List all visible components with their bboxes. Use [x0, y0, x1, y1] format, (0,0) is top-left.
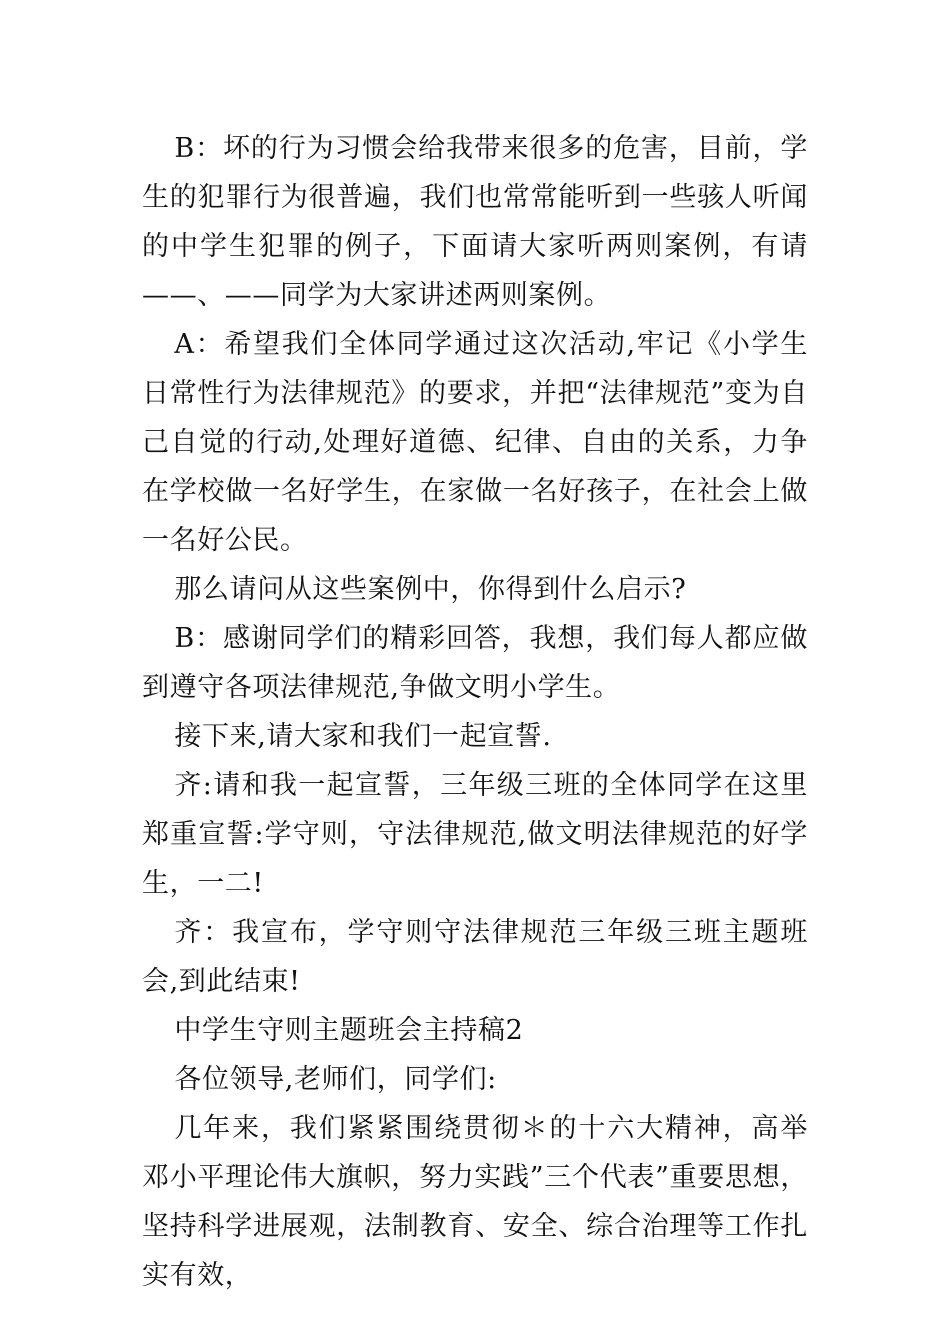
paragraph-5: 接下来,请大家和我们一起宣誓.: [174, 721, 552, 752]
paragraph-7: 齐：我宣布，学守则守法律规范三年级三班主题班会,到此结束!: [142, 917, 808, 997]
salutation: 各位领导,老师们，同学们:: [174, 1064, 497, 1095]
document-body: [142, 124, 808, 1300]
paragraph-3: 那么请问从这些案例中，你得到什么启示?: [174, 574, 687, 605]
paragraph-4: B：感谢同学们的精彩回答，我想，我们每人都应做到遵守各项法律规范,争做文明小学生。: [142, 623, 808, 703]
paragraph-1: B：坏的行为习惯会给我带来很多的危害，目前，学生的犯罪行为很普遍，我们也常常能听到一些骇人听闻的中学生犯罪的例子，下面请大家听两则案例，有请——、——同学为大家讲述两则案例。: [142, 133, 808, 311]
paragraph-2: A：希望我们全体同学通过这次活动,牢记《小学生日常性行为法律规范》的要求，并把“法律规范”变为自己自觉的行动,处理好道德、纪律、自由的关系，力争在学校做一名好学生，在家做一名好孩子，在社会上做一名好公民。: [142, 329, 808, 556]
paragraph-6: 齐:请和我一起宣誓，三年级三班的全体同学在这里郑重宣誓:学守则，守法律规范,做文明法律规范的好学生，一二!: [142, 770, 808, 899]
paragraph-10: 几年来，我们紧紧围绕贯彻＊的十六大精神，高举邓小平理论伟大旗帜，努力实践”三个代表”重要思想，坚持科学进展观，法制教育、安全、综合治理等工作扎实有效，: [142, 1113, 808, 1291]
section-heading: 中学生守则主题班会主持稿2: [174, 1015, 524, 1046]
